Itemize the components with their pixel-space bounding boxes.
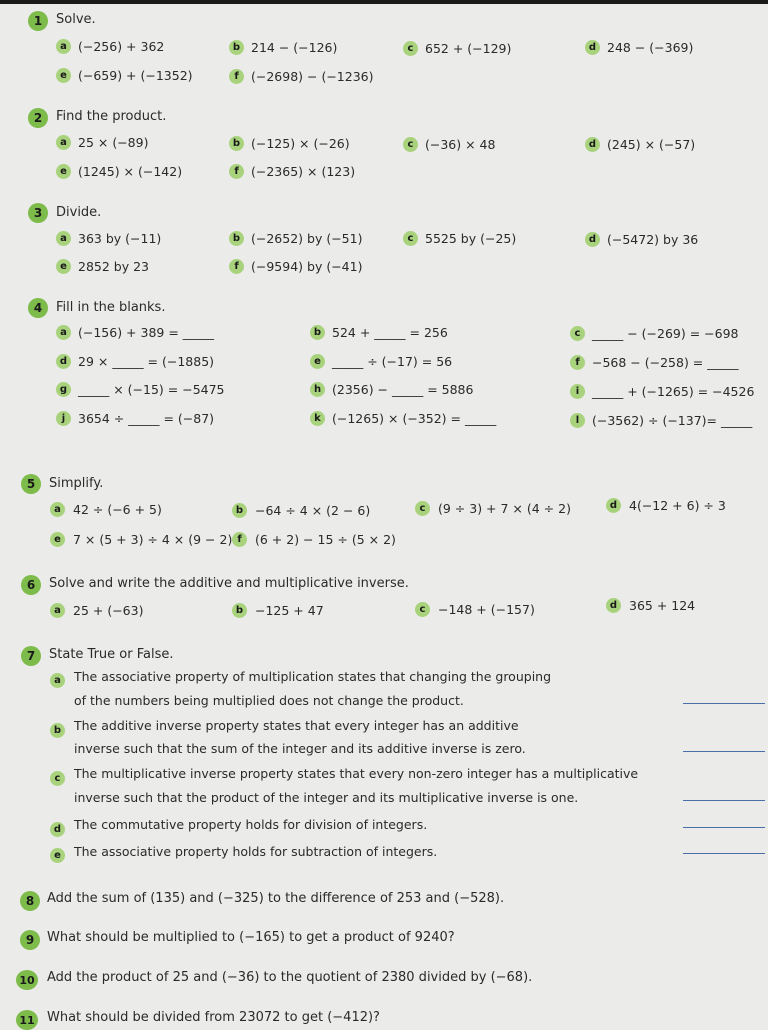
question-title: Fill in the blanks. — [56, 300, 166, 315]
option-label: e — [56, 164, 71, 179]
option-text: (2356) − _____ = 5886 — [332, 382, 474, 397]
question-title: Divide. — [56, 205, 102, 220]
option-label: c — [415, 602, 430, 617]
question-title: Solve and write the additive and multiplicative inverse. — [49, 576, 409, 591]
option-text: 4(−12 + 6) ÷ 3 — [629, 498, 726, 513]
question-number: 3 — [28, 203, 48, 223]
option-text: 365 + 124 — [629, 598, 696, 613]
option-text: −64 ÷ 4 × (2 − 6) — [255, 503, 371, 518]
option-label: d — [606, 498, 621, 513]
question-number: 4 — [28, 298, 48, 318]
option-text: 25 + (−63) — [73, 603, 144, 618]
option-text: (−659) + (−1352) — [78, 68, 193, 83]
question-number: 11 — [16, 1010, 38, 1030]
statement-line: The additive inverse property states that every integer has an additive — [74, 718, 519, 733]
option-text: (−3562) ÷ (−137)= _____ — [592, 413, 753, 428]
question-number: 1 — [28, 11, 48, 31]
option-label: c — [50, 771, 65, 786]
option-text: −125 + 47 — [255, 603, 324, 618]
option-text: (−9594) by (−41) — [251, 259, 363, 274]
option-label: c — [570, 326, 585, 341]
option-label: e — [50, 848, 65, 863]
top-border — [0, 0, 768, 4]
question-title: State True or False. — [49, 647, 174, 662]
question-title: Solve. — [56, 12, 96, 27]
question-number: 10 — [16, 970, 38, 990]
option-label: c — [403, 41, 418, 56]
option-label: f — [570, 355, 585, 370]
option-label: k — [310, 411, 325, 426]
option-label: c — [403, 137, 418, 152]
option-text: (−1265) × (−352) = _____ — [332, 411, 497, 426]
answer-line[interactable] — [683, 853, 765, 854]
option-text: 29 × _____ = (−1885) — [78, 354, 215, 369]
option-label: e — [56, 68, 71, 83]
option-label: f — [229, 259, 244, 274]
option-text: (−125) × (−26) — [251, 136, 350, 151]
option-label: b — [229, 231, 244, 246]
option-text: _____ − (−269) = −698 — [592, 326, 739, 341]
question-number: 8 — [20, 891, 40, 911]
option-text: 3654 ÷ _____ = (−87) — [78, 411, 215, 426]
option-label: a — [50, 603, 65, 618]
answer-line[interactable] — [683, 800, 765, 801]
option-text: (9 ÷ 3) + 7 × (4 ÷ 2) — [438, 501, 571, 516]
option-label: i — [570, 384, 585, 399]
question-title: Find the product. — [56, 109, 167, 124]
question-number: 5 — [21, 474, 41, 494]
question-title: What should be multiplied to (−165) to get a product of 9240? — [47, 930, 455, 945]
question-number: 9 — [20, 930, 40, 950]
option-label: a — [50, 502, 65, 517]
question-title: What should be divided from 23072 to get (−412)? — [47, 1010, 380, 1025]
option-text: 25 × (−89) — [78, 135, 149, 150]
option-label: d — [585, 232, 600, 247]
option-text: 524 + _____ = 256 — [332, 325, 448, 340]
answer-line[interactable] — [683, 827, 765, 828]
option-label: e — [50, 532, 65, 547]
statement-line: The associative property of multiplication states that changing the grouping — [74, 669, 552, 684]
statement-line: inverse such that the sum of the integer and its additive inverse is zero. — [74, 741, 526, 756]
option-text: 214 − (−126) — [251, 40, 338, 55]
option-text: 363 by (−11) — [78, 231, 162, 246]
option-text: 2852 by 23 — [78, 259, 149, 274]
option-label: l — [570, 413, 585, 428]
option-text: (−36) × 48 — [425, 137, 496, 152]
option-label: b — [232, 503, 247, 518]
question-title: Add the product of 25 and (−36) to the quotient of 2380 divided by (−68). — [47, 970, 533, 985]
option-text: 5525 by (−25) — [425, 231, 517, 246]
statement-line: The commutative property holds for division of integers. — [74, 817, 428, 832]
question-number: 7 — [21, 646, 41, 666]
option-label: a — [56, 135, 71, 150]
question-title: Simplify. — [49, 476, 104, 491]
option-label: e — [56, 259, 71, 274]
option-label: b — [229, 136, 244, 151]
answer-line[interactable] — [683, 751, 765, 752]
option-text: (−256) + 362 — [78, 39, 165, 54]
option-text: _____ ÷ (−17) = 56 — [332, 354, 453, 369]
question-number: 2 — [28, 108, 48, 128]
option-text: 248 − (−369) — [607, 40, 694, 55]
option-text: _____ × (−15) = −5475 — [78, 382, 225, 397]
option-label: f — [229, 69, 244, 84]
option-label: j — [56, 411, 71, 426]
option-text: (−5472) by 36 — [607, 232, 699, 247]
option-label: a — [56, 39, 71, 54]
question-title: Add the sum of (135) and (−325) to the difference of 253 and (−528). — [47, 891, 505, 906]
option-text: (−156) + 389 = _____ — [78, 325, 215, 340]
statement-line: The multiplicative inverse property states that every non-zero integer has a multiplicative — [74, 766, 639, 781]
option-label: c — [403, 231, 418, 246]
option-label: d — [50, 822, 65, 837]
option-label: e — [310, 354, 325, 369]
option-label: f — [229, 164, 244, 179]
option-label: h — [310, 382, 325, 397]
option-text: 652 + (−129) — [425, 41, 512, 56]
option-label: d — [585, 137, 600, 152]
question-number: 6 — [21, 575, 41, 595]
statement-line: inverse such that the product of the integer and its multiplicative inverse is one. — [74, 790, 579, 805]
option-label: b — [232, 603, 247, 618]
option-text: _____ + (−1265) = −4526 — [592, 384, 755, 399]
option-text: −148 + (−157) — [438, 602, 535, 617]
option-label: c — [415, 501, 430, 516]
answer-line[interactable] — [683, 703, 765, 704]
option-label: a — [50, 673, 65, 688]
option-label: f — [232, 532, 247, 547]
statement-line: of the numbers being multiplied does not change the product. — [74, 693, 464, 708]
option-text: (−2365) × (123) — [251, 164, 356, 179]
option-label: b — [310, 325, 325, 340]
option-text: (−2652) by (−51) — [251, 231, 363, 246]
option-label: b — [50, 723, 65, 738]
option-label: d — [585, 40, 600, 55]
statement-line: The associative property holds for subtraction of integers. — [74, 844, 438, 859]
option-label: b — [229, 40, 244, 55]
option-label: d — [606, 598, 621, 613]
option-text: (1245) × (−142) — [78, 164, 183, 179]
option-text: (6 + 2) − 15 ÷ (5 × 2) — [255, 532, 396, 547]
option-text: 7 × (5 + 3) ÷ 4 × (9 − 2) — [73, 532, 233, 547]
option-text: 42 ÷ (−6 + 5) — [73, 502, 162, 517]
option-label: a — [56, 231, 71, 246]
option-text: (−2698) − (−1236) — [251, 69, 374, 84]
option-label: d — [56, 354, 71, 369]
option-label: g — [56, 382, 71, 397]
option-text: (245) × (−57) — [607, 137, 696, 152]
option-text: −568 − (−258) = _____ — [592, 355, 739, 370]
option-label: a — [56, 325, 71, 340]
